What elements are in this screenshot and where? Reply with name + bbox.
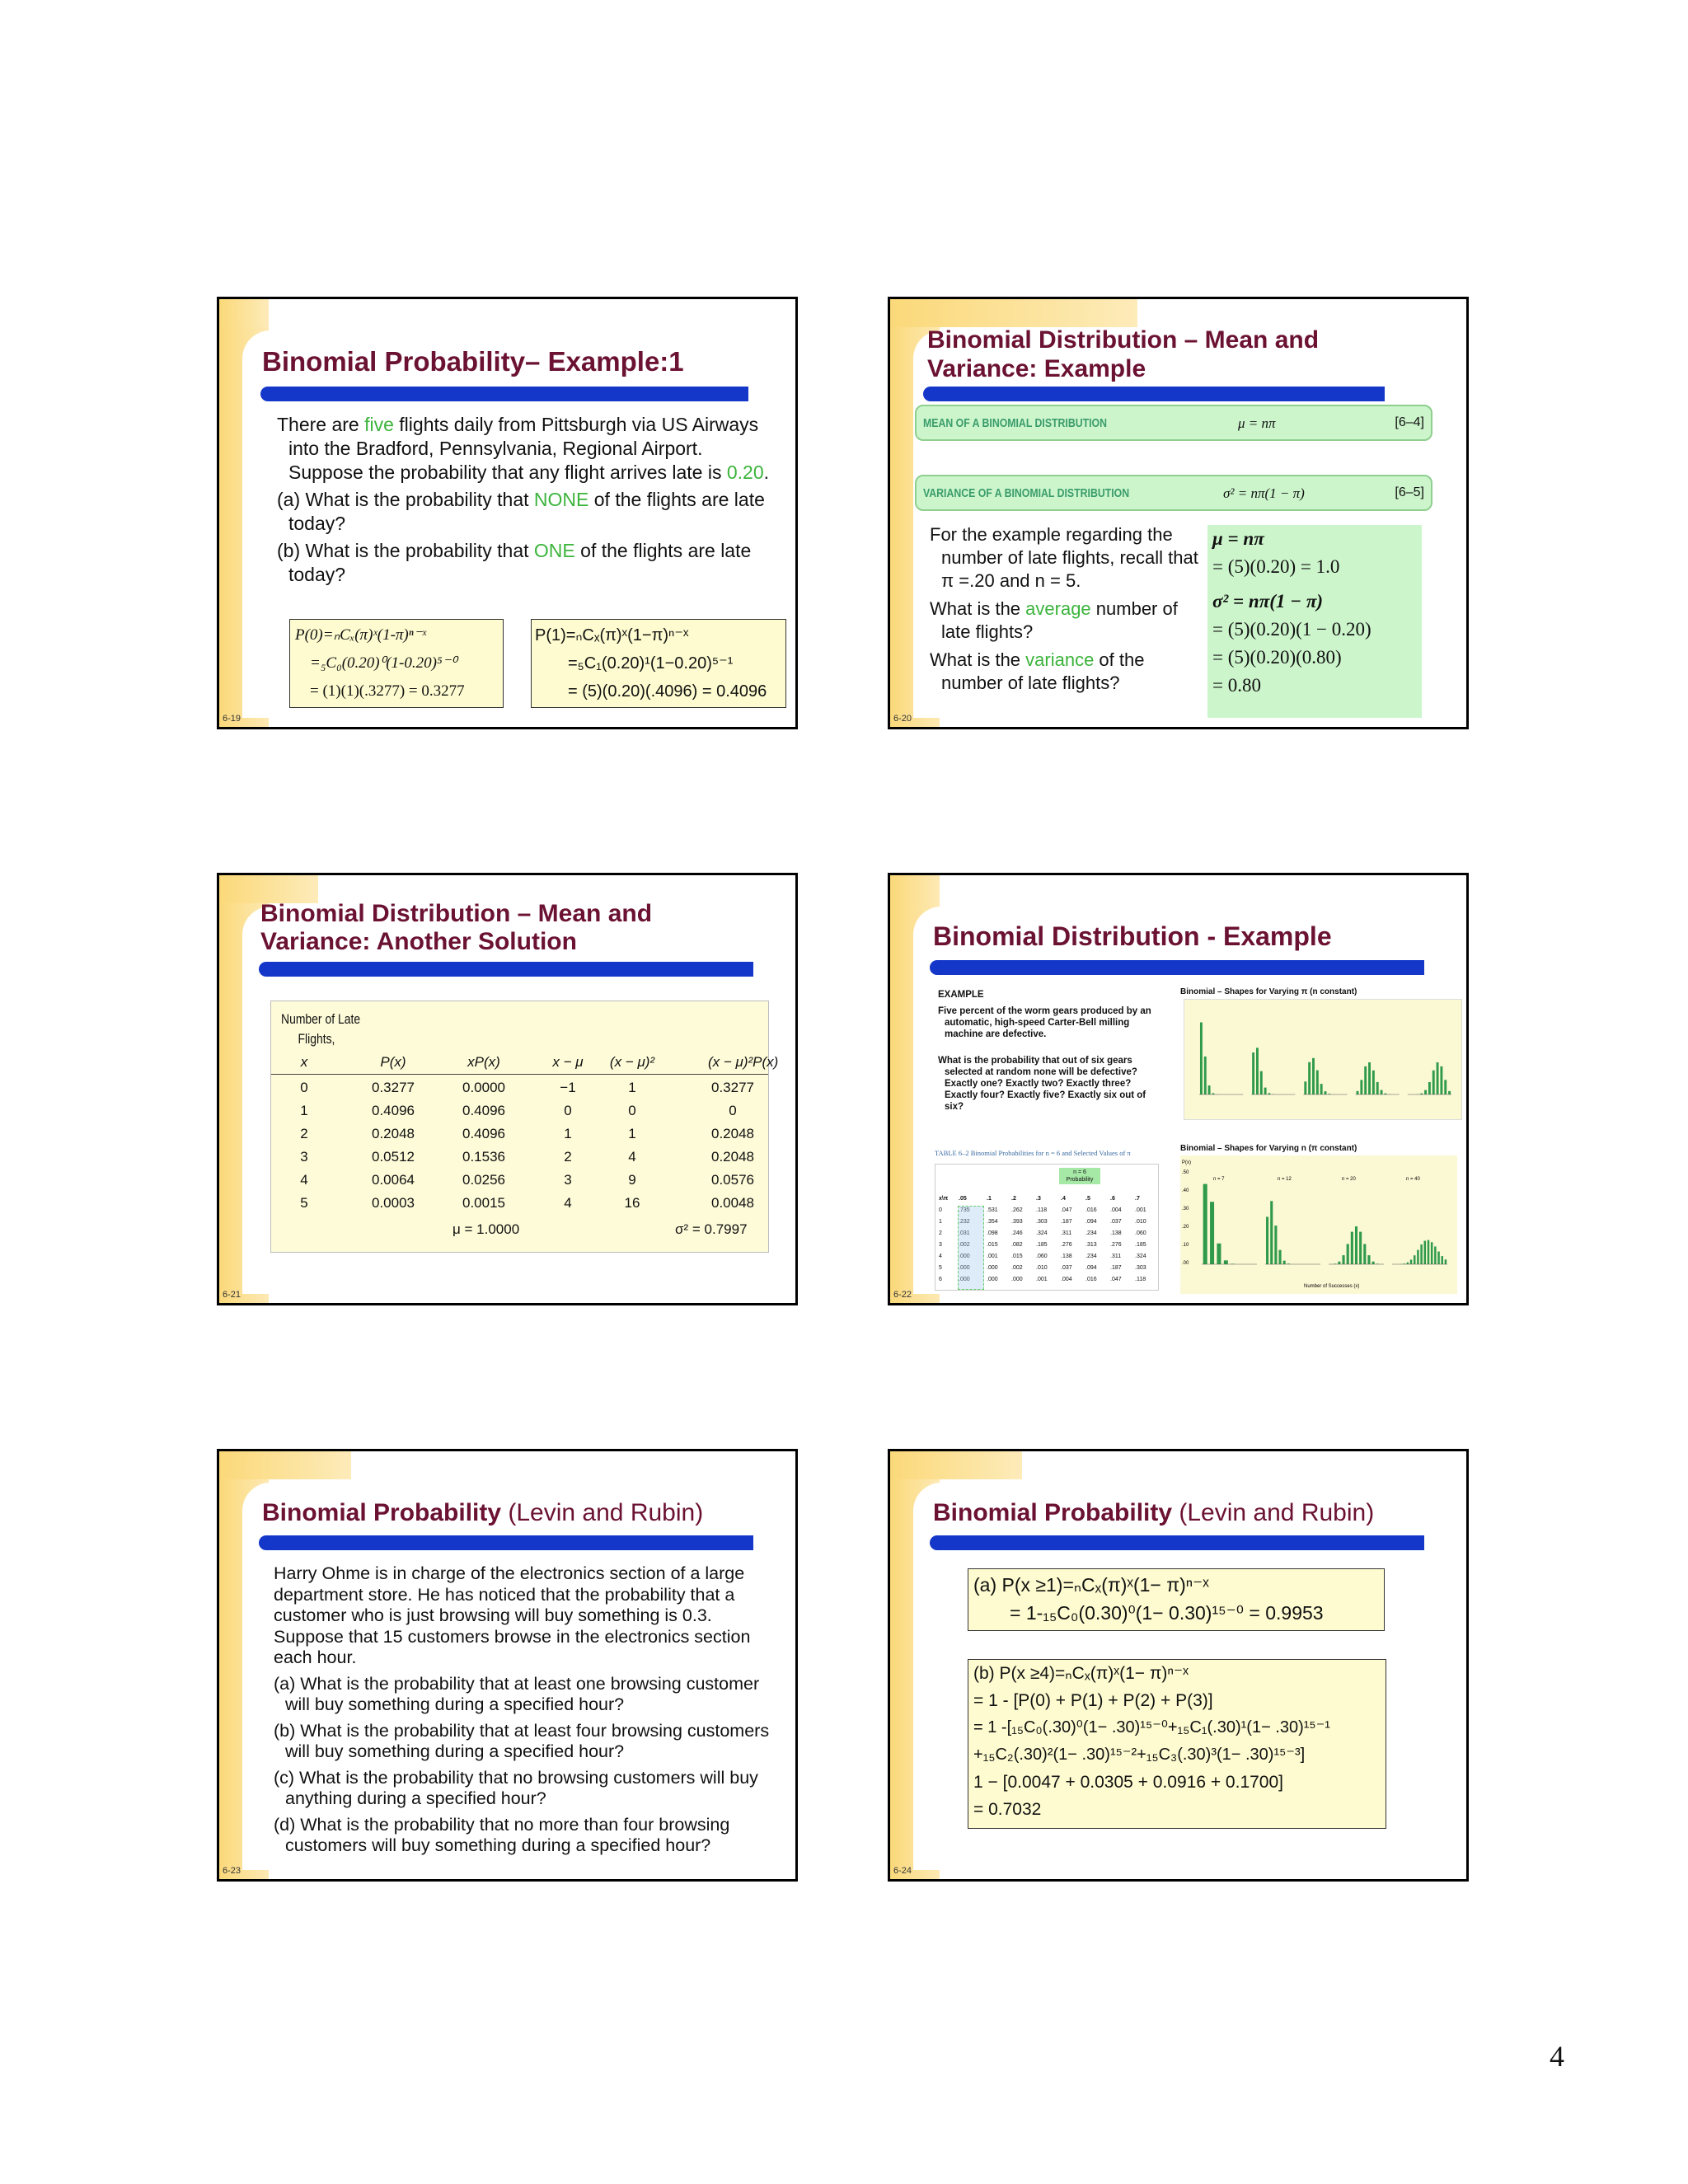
slide-6-20 <box>888 297 1469 729</box>
table-cell: 4 <box>939 1254 942 1259</box>
table-cell: 0.2048 <box>711 1149 754 1165</box>
chart-bar <box>1360 1080 1362 1094</box>
table-cell: .015 <box>1011 1254 1023 1259</box>
table-cell: .010 <box>1036 1265 1048 1271</box>
chart-bar <box>1407 1263 1409 1264</box>
table-cell: .094 <box>1085 1219 1097 1225</box>
chart-bar <box>1428 1082 1431 1094</box>
table-cell: .246 <box>1011 1230 1023 1236</box>
chart-bar <box>1364 1066 1367 1094</box>
slide-body: Harry Ohme is in charge of the electronics section of a large department store. He has noticed that the probability that a customer who is just browsing will buy something is 0.3. Suppose that 15 customers browse in the electronics section each hour. (a) What is the probability that at least one browsing customer will buy something during a specified hour? (b) What is the probability that at least four browsing customers will buy something during a specified hour? (c) What is the probability that no browsing customers will buy anything during a specified hour? (d) What is the probability that no more than four browsing customers will buy something during a specified hour? <box>274 1563 770 1855</box>
table-cell: .000 <box>959 1265 970 1271</box>
table-cell: 5 <box>939 1265 942 1271</box>
chart-bar <box>1437 1252 1440 1264</box>
table-cell: .138 <box>1061 1254 1072 1259</box>
table-cell: 0 <box>564 1103 572 1118</box>
table-cell: 1 <box>300 1103 308 1118</box>
table-cell: .016 <box>1085 1277 1097 1282</box>
chart-bar <box>1448 1091 1451 1094</box>
table-cell: .000 <box>1011 1277 1023 1282</box>
chart-y-tick: .50 <box>1182 1170 1189 1175</box>
chart-bar <box>1431 1242 1433 1264</box>
chart-panel-label: n = 12 <box>1278 1177 1292 1182</box>
solution-b-box: (b) P(x ≥4)=ₙCₓ(π)ˣ(1− π)ⁿ⁻ˣ = 1 - [P(0) + P(1) + P(2) + P(3)] = 1 -[₁₅C₀(.30)⁰(1− .30)¹⁵⁻⁰+₁₅C₁(.30)¹(1− .30)¹⁵⁻¹ +₁₅C₂(.30)²(1− .30)¹⁵⁻²+₁₅C₃(.30)³(1− .30)¹⁵⁻³] 1 − [0.0047 + 0.0305 + 0.0916 + 0.1700] = 0.7032 <box>968 1659 1386 1829</box>
probability-table <box>935 1164 1159 1291</box>
table-cell: .324 <box>1135 1254 1146 1259</box>
variance-total: σ² = 0.7997 <box>675 1221 748 1237</box>
chart-y-label: P(x) <box>1182 1160 1191 1165</box>
chart-shapes-varying-n: Binomial – Shapes for Varying n (π constant) P(x) .50 .40 .30 .20 .10 .00 n = 7 n = 12 n = 20 n = 40 Number of Successes (x) <box>1180 1144 1461 1301</box>
table-header-cell: x <box>300 1054 308 1070</box>
table-cell: 0 <box>300 1080 308 1095</box>
table-cell: .185 <box>1036 1242 1048 1248</box>
table-cell: .002 <box>1011 1265 1023 1271</box>
table-cell: .098 <box>987 1230 998 1236</box>
table-cell: 0.4096 <box>462 1103 505 1118</box>
table-cell: 2 <box>300 1126 308 1141</box>
chart-bar <box>1278 1250 1281 1264</box>
chart-bar <box>1200 1022 1203 1094</box>
chart-bar <box>1351 1232 1353 1264</box>
question-b: (b) What is the probability that ONE of the flights are late today? <box>277 540 752 585</box>
table-cell: 0.0512 <box>372 1149 415 1165</box>
chart-y-tick: .10 <box>1182 1243 1189 1248</box>
table-cell: .082 <box>1011 1242 1023 1248</box>
table-cell: .001 <box>987 1254 998 1259</box>
table-cell: .060 <box>1135 1230 1146 1236</box>
title-underline <box>259 962 753 977</box>
chart-bar <box>1342 1255 1344 1264</box>
table-cell: .531 <box>987 1207 998 1213</box>
chart-bar <box>1372 1262 1375 1264</box>
table-cell: .4 <box>1061 1196 1066 1202</box>
chart-bar <box>1437 1062 1439 1094</box>
slide-title: Binomial Distribution - Example <box>933 921 1332 951</box>
table-cell: 9 <box>628 1172 636 1188</box>
table-caption: TABLE 6–2 Binomial Probabilities for n = 6 and Selected Values of π <box>935 1149 1131 1157</box>
table-cell: .118 <box>1036 1207 1048 1213</box>
table-cell: .037 <box>1110 1219 1122 1225</box>
table-cell: .6 <box>1110 1196 1115 1202</box>
table-cell: .324 <box>1036 1230 1048 1236</box>
title-underline <box>260 387 748 401</box>
table-cell: 4 <box>628 1149 636 1165</box>
table-cell: .001 <box>1135 1207 1146 1213</box>
table-cell: .001 <box>1036 1277 1048 1282</box>
table-cell: 0.0576 <box>711 1172 754 1188</box>
chart-bar <box>1424 1241 1427 1264</box>
chart-bar <box>1304 1081 1306 1094</box>
table-cell: 5 <box>300 1195 308 1211</box>
table-cell: 0.0064 <box>372 1172 415 1188</box>
table-cell: .047 <box>1110 1277 1122 1282</box>
table-cell: 3 <box>300 1149 308 1165</box>
table-cell: .234 <box>1085 1254 1097 1259</box>
chart-bar <box>1376 1082 1379 1094</box>
formula-box-p1: P(1)=ₙCₓ(π)ˣ(1−π)ⁿ⁻ˣ =₅C₁(0.20)¹(1−0.20)⁵⁻¹ = (5)(0.20)(.4096) = 0.4096 <box>531 619 786 708</box>
chart-bar <box>1414 1255 1416 1264</box>
table-header-cell: (x − μ)²P(x) <box>708 1054 779 1070</box>
table-cell: .187 <box>1110 1265 1122 1271</box>
chart-bar <box>1204 1057 1207 1094</box>
chart-y-tick: .40 <box>1182 1188 1189 1193</box>
table-cell: .05 <box>959 1196 967 1202</box>
title-underline <box>259 1535 753 1550</box>
table-cell: .303 <box>1135 1265 1146 1271</box>
slide-title: Binomial Probability– Example:1 <box>262 346 684 377</box>
chart-bar <box>1420 1244 1423 1264</box>
table-cell: 0.2048 <box>711 1126 754 1141</box>
table-cell: .000 <box>987 1265 998 1271</box>
table-cell: .037 <box>1061 1265 1072 1271</box>
table-cell: 0 <box>729 1103 737 1118</box>
table-cell: 3 <box>564 1172 572 1188</box>
table-header-row <box>271 1052 779 1075</box>
table-header-cell: x − μ <box>552 1054 584 1070</box>
slide-6-24 <box>888 1449 1469 1882</box>
title-underline <box>930 1535 1424 1550</box>
slide-title: Binomial Distribution – Mean and Variance: Example <box>927 326 1320 382</box>
slide-title: Binomial Probability (Levin and Rubin) <box>933 1499 1375 1526</box>
chart-bar <box>1266 1216 1268 1264</box>
table-cell: .187 <box>1061 1219 1072 1225</box>
variance-formula-box: VARIANCE OF A BINOMIAL DISTRIBUTION σ² = nπ(1 − π) [6–5] <box>915 475 1432 511</box>
chart-bar <box>1432 1071 1435 1094</box>
table-cell: .004 <box>1061 1277 1072 1282</box>
slide-6-23 <box>217 1449 798 1882</box>
chart-bar <box>1444 1080 1447 1094</box>
slide-number: 6-22 <box>893 1290 912 1300</box>
page-number: 4 <box>1550 2040 1564 2073</box>
table-cell: 0.0003 <box>372 1195 415 1211</box>
table-cell: .138 <box>1110 1230 1122 1236</box>
table-cell: .311 <box>1110 1254 1122 1259</box>
chart-y-tick: .30 <box>1182 1207 1189 1212</box>
slide-title: Binomial Distribution – Mean and Variance: Another Solution <box>260 900 653 955</box>
chart-bar <box>1440 1066 1442 1094</box>
slide-6-22 <box>888 873 1469 1305</box>
chart-bar <box>1363 1244 1366 1264</box>
table-cell: .5 <box>1085 1196 1090 1202</box>
table-cell: .015 <box>987 1242 998 1248</box>
table-cell: 6 <box>939 1277 942 1282</box>
table-cell: .000 <box>959 1254 970 1259</box>
probability-tag: n = 6 Probability <box>1059 1168 1100 1184</box>
table-cell: 0 <box>628 1103 636 1118</box>
table-cell: 4 <box>564 1195 572 1211</box>
slide-number: 6-23 <box>223 1866 241 1876</box>
table-cell: .004 <box>1110 1207 1122 1213</box>
table-cell: .010 <box>1135 1219 1146 1225</box>
table-cell: .016 <box>1085 1207 1097 1213</box>
chart-bar <box>1338 1262 1340 1264</box>
table-cell: 0.0256 <box>462 1172 505 1188</box>
table-cell: .1 <box>987 1196 992 1202</box>
chart-bar <box>1264 1088 1267 1094</box>
chart-shapes-varying-pi: Binomial – Shapes for Varying π (n constant) <box>1180 987 1461 1119</box>
table-cell: .276 <box>1061 1242 1072 1248</box>
table-cell: 1 <box>628 1126 636 1141</box>
chart-bar <box>1372 1071 1375 1094</box>
slide-decoration <box>219 1451 269 1879</box>
chart-bar <box>1270 1201 1273 1264</box>
table-cell: 0.3277 <box>372 1080 415 1095</box>
table-cell: .232 <box>959 1219 970 1225</box>
table-cell: 2 <box>564 1149 572 1165</box>
table-cell: 0.3277 <box>711 1080 754 1095</box>
chart-bar <box>1316 1071 1319 1094</box>
chart-x-label: Number of Successes (x) <box>1304 1284 1360 1289</box>
chart-bar <box>1217 1244 1221 1264</box>
chart-bar <box>1312 1058 1315 1094</box>
table-header-cell: xP(x) <box>467 1054 500 1070</box>
slide-number: 6-21 <box>223 1290 241 1300</box>
table-cell: 0.2048 <box>372 1126 415 1141</box>
mean-formula-box: MEAN OF A BINOMIAL DISTRIBUTION μ = nπ [6–4] <box>915 405 1432 441</box>
table-cell: 0.0048 <box>711 1195 754 1211</box>
slide-number: 6-24 <box>893 1866 912 1876</box>
table-cell: .094 <box>1085 1265 1097 1271</box>
table-cell: 0.1536 <box>462 1149 505 1165</box>
chart-bar <box>1424 1090 1427 1094</box>
chart-bar <box>1357 1091 1359 1094</box>
chart-panel-label: n = 20 <box>1342 1177 1356 1182</box>
table-cell: 0.4096 <box>462 1126 505 1141</box>
table-header-cell: (x − μ)² <box>609 1054 655 1070</box>
chart-bar <box>1210 1202 1214 1264</box>
chart-bar <box>1355 1226 1357 1264</box>
table-cell: .000 <box>987 1277 998 1282</box>
chart-bar <box>1260 1071 1263 1094</box>
slide-decoration <box>219 299 269 727</box>
chart-bar <box>1410 1259 1413 1264</box>
slide-number: 6-19 <box>223 714 241 724</box>
chart-panel-label: n = 40 <box>1406 1177 1420 1182</box>
slide-decoration <box>890 1451 940 1879</box>
chart-bar <box>1325 1091 1327 1094</box>
chart-bar <box>1359 1232 1362 1264</box>
chart-bar <box>1445 1259 1447 1264</box>
chart-bar <box>1252 1052 1254 1094</box>
table-cell: .047 <box>1061 1207 1072 1213</box>
table-cell: 3 <box>939 1242 942 1248</box>
table-cell: .2 <box>1011 1196 1016 1202</box>
chart-bar <box>1434 1246 1437 1264</box>
chart-bar <box>1308 1062 1311 1094</box>
problem-statement: There are five flights daily from Pittsburgh via US Airways into the Bradford, Pennsylvania, Regional Airport. Suppose the probability that any flight arrives late is 0.20. <box>277 414 770 483</box>
table-cell: .262 <box>1011 1207 1023 1213</box>
title-underline <box>923 387 1385 401</box>
table-cell: .185 <box>1135 1242 1146 1248</box>
table-cell: .060 <box>1036 1254 1048 1259</box>
chart-bar <box>1208 1085 1211 1094</box>
solution-a-box: (a) P(x ≥1)=ₙCₓ(π)ˣ(1− π)ⁿ⁻ˣ = 1-₁₅C₀(0.30)⁰(1− 0.30)¹⁵⁻⁰ = 0.9953 <box>968 1568 1385 1631</box>
table-cell: .311 <box>1061 1230 1072 1236</box>
chart-bar <box>1274 1226 1277 1264</box>
chart-bar <box>1203 1184 1207 1264</box>
table-cell: .313 <box>1085 1242 1097 1248</box>
slide-body: For the example regarding the number of late flights, recall that π =.20 and n = 5. What is the average number of late flights? What is the variance of the number of late flights? <box>930 524 1198 693</box>
slide-6-21 <box>217 873 798 1305</box>
table-cell: .354 <box>987 1219 998 1225</box>
table-cell: 4 <box>300 1172 308 1188</box>
chart-panel-label: n = 7 <box>1213 1177 1225 1182</box>
table-cell: 1 <box>939 1219 942 1225</box>
slide-title: Binomial Probability (Levin and Rubin) <box>262 1499 704 1526</box>
chart-y-tick: .00 <box>1182 1261 1189 1266</box>
example-text: EXAMPLE Five percent of the worm gears produced by an automatic, high-speed Carter-Bell milling machine are defective. What is the probability that out of six gears selected at random none will be defective? Exactly one? Exactly two? Exactly three? Exactly four? Exactly five? Exactly six out of six? <box>938 990 1151 1112</box>
chart-bar <box>1283 1261 1286 1264</box>
table-header-cell: P(x) <box>380 1054 406 1070</box>
chart-bar <box>1224 1260 1228 1264</box>
title-underline <box>930 960 1424 975</box>
slide-body <box>277 413 771 590</box>
table-cell: 1 <box>564 1126 572 1141</box>
calculation-box: μ = nπ = (5)(0.20) = 1.0 σ² = nπ(1 − π) = (5)(0.20)(1 − 0.20) = (5)(0.20)(0.80) = 0.80 <box>1207 525 1422 718</box>
table-cell: 0.0015 <box>462 1195 505 1211</box>
table-cell: .735 <box>959 1207 970 1213</box>
chart-bar <box>1367 1255 1370 1264</box>
question-a: (a) What is the probability that NONE of the flights are late today? <box>277 489 765 534</box>
table-cell: .002 <box>959 1242 970 1248</box>
table-cell: .7 <box>1135 1196 1140 1202</box>
chart-bar <box>1417 1250 1419 1264</box>
table-cell: 0 <box>939 1207 942 1213</box>
slide-decoration <box>890 875 940 1303</box>
mean-total: μ = 1.0000 <box>452 1221 520 1237</box>
table-cell: 0.0000 <box>462 1080 505 1095</box>
table-cell: .234 <box>1085 1230 1097 1236</box>
chart-bar <box>1320 1084 1323 1094</box>
table-cell: −1 <box>560 1080 576 1095</box>
table-cell: 2 <box>939 1230 942 1236</box>
table-cell: 1 <box>628 1080 636 1095</box>
table-cell: 16 <box>624 1195 640 1211</box>
chart-bar <box>1256 1047 1259 1094</box>
table-cell: 0.4096 <box>372 1103 415 1118</box>
table-cell: .000 <box>959 1277 970 1282</box>
chart-bar <box>1347 1244 1349 1264</box>
chart-bar <box>1428 1240 1430 1264</box>
table-cell: .276 <box>1110 1242 1122 1248</box>
chart-bar <box>1381 1090 1383 1094</box>
table-cell: .3 <box>1036 1196 1041 1202</box>
table-cell: .118 <box>1135 1277 1146 1282</box>
chart-bar <box>1368 1062 1371 1094</box>
data-table-box: Number of Late Flights, x P(x) xP(x) x − μ (x − μ)² (x − μ)²P(x) 0 0.3277 0.0000 −1 1 0.3277 1 0.4096 0.4096 0 0 0 2 0.2048 0.4096 1 1 0.2048 3 0.0512 0.1536 2 4 0.2048 4 0.0064 0.0256 3 9 0.0576 5 0.0003 0.0015 4 16 0.0048 μ = 1.0000 σ² = 0.7997 <box>270 1001 769 1253</box>
slide-6-19 <box>217 297 798 729</box>
chart-y-tick: .20 <box>1182 1225 1189 1230</box>
table-cell: .303 <box>1036 1219 1048 1225</box>
slide-number: 6-20 <box>893 714 912 724</box>
table-cell: .031 <box>959 1230 970 1236</box>
table-cell: x\π <box>939 1196 949 1202</box>
table-cell: .393 <box>1011 1219 1023 1225</box>
formula-box-p0: P(0)=ₙCₓ(π)ˣ(1-π)ⁿ⁻ˣ =₅C₀(0.20)⁰(1-0.20)⁵⁻⁰ = (1)(1)(.3277) = 0.3277 <box>289 619 504 708</box>
chart-bar <box>1441 1256 1443 1264</box>
